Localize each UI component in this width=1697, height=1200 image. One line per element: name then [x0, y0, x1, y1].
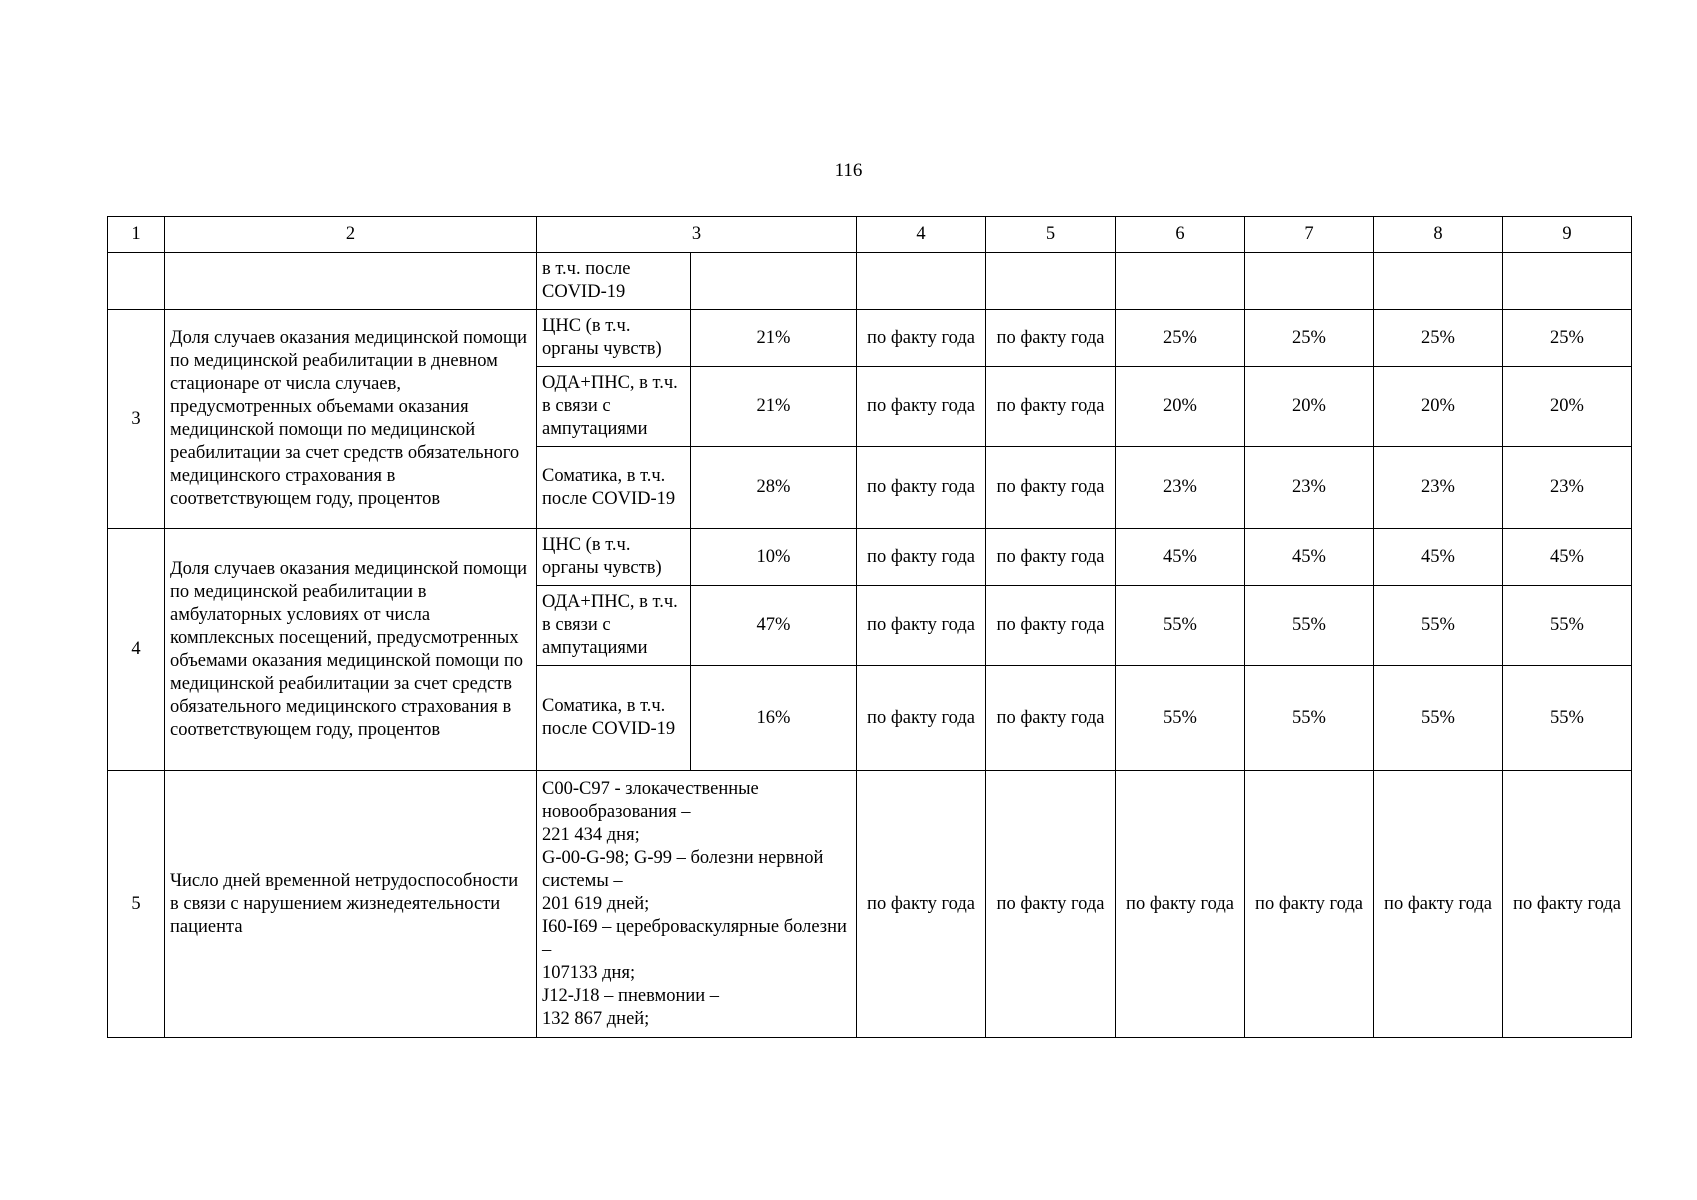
value-cell: по факту года [1116, 771, 1245, 1038]
value-cell: по факту года [857, 586, 986, 666]
indicator-number: 5 [108, 771, 165, 1038]
value-cell: 55% [1374, 666, 1503, 771]
indicator-number: 4 [108, 529, 165, 771]
header-cell: 8 [1374, 217, 1503, 253]
empty-cell [691, 253, 857, 310]
value-cell: по факту года [857, 771, 986, 1038]
value-cell: по факту года [857, 310, 986, 367]
empty-cell [1374, 253, 1503, 310]
group-cell: Соматика, в т.ч. после COVID-19 [537, 666, 691, 771]
indicators-table [107, 216, 1632, 1038]
group-cell: ЦНС (в т.ч. органы чувств) [537, 310, 691, 367]
indicator-description: Доля случаев оказания медицинской помощи по медицинской реабилитации в дневном стационаре от числа случаев, предусмотренных объемами оказания медицинской помощи по медицинской реабилитации за счет средств обязательного медицинского страхования в соответствующем году, процентов [165, 310, 537, 529]
value-cell: по факту года [986, 586, 1116, 666]
diagnosis-line: 201 619 дней; [542, 893, 650, 914]
group-cell: ОДА+ПНС, в т.ч. в связи с ампутациями [537, 367, 691, 447]
diagnosis-line: 221 434 дня; [542, 824, 640, 845]
empty-cell [857, 253, 986, 310]
value-cell: по факту года [857, 447, 986, 529]
empty-cell [1116, 253, 1245, 310]
diagnosis-line: 132 867 дней; [542, 1008, 650, 1029]
value-cell: по факту года [986, 367, 1116, 447]
base-value: 21% [691, 310, 857, 367]
header-cell: 3 [537, 217, 857, 253]
header-cell: 4 [857, 217, 986, 253]
value-cell: 55% [1374, 586, 1503, 666]
empty-cell [986, 253, 1116, 310]
base-value: 10% [691, 529, 857, 586]
header-cell: 2 [165, 217, 537, 253]
value-cell: по факту года [857, 367, 986, 447]
value-cell: по факту года [986, 771, 1116, 1038]
value-cell: по факту года [1374, 771, 1503, 1038]
value-cell: по факту года [1503, 771, 1632, 1038]
table-row [108, 771, 1632, 1038]
empty-cell [108, 253, 165, 310]
indicator-description: Доля случаев оказания медицинской помощи по медицинской реабилитации в амбулаторных условиях от числа комплексных посещений, предусмотренных объемами оказания медицинской помощи по медицинской реабилитации за счет средств обязательного медицинского страхования в соответствующем году, процентов [165, 529, 537, 771]
value-cell: по факту года [857, 666, 986, 771]
diagnosis-line: I60-I69 – цереброваскулярные болезни – [542, 916, 847, 960]
value-cell: по факту года [1245, 771, 1374, 1038]
value-cell: по факту года [857, 529, 986, 586]
indicator-description: Число дней временной нетрудоспособности в связи с нарушением жизнедеятельности пациента [165, 771, 537, 1038]
value-cell: 55% [1116, 586, 1245, 666]
value-cell: 20% [1374, 367, 1503, 447]
value-cell: 23% [1245, 447, 1374, 529]
value-cell: 45% [1116, 529, 1245, 586]
value-cell: по факту года [986, 529, 1116, 586]
diagnosis-line: 107133 дня; [542, 962, 636, 983]
group-cell: ЦНС (в т.ч. органы чувств) [537, 529, 691, 586]
header-cell: 1 [108, 217, 165, 253]
value-cell: 20% [1116, 367, 1245, 447]
empty-cell [165, 253, 537, 310]
header-cell: 7 [1245, 217, 1374, 253]
group-cell: ОДА+ПНС, в т.ч. в связи с ампутациями [537, 586, 691, 666]
base-value: 47% [691, 586, 857, 666]
value-cell: 55% [1503, 666, 1632, 771]
value-cell: 55% [1245, 666, 1374, 771]
diagnosis-line: J12-J18 – пневмонии – [542, 985, 720, 1006]
value-cell: 55% [1245, 586, 1374, 666]
value-cell: по факту года [986, 447, 1116, 529]
table-row [108, 310, 1632, 367]
empty-cell [1503, 253, 1632, 310]
empty-cell [1245, 253, 1374, 310]
diagnosis-line: G-00-G-98; G-99 – болезни нервной системы – [542, 847, 824, 891]
value-cell: 55% [1116, 666, 1245, 771]
continuation-row [108, 253, 1632, 310]
value-cell: 45% [1503, 529, 1632, 586]
base-value: 21% [691, 367, 857, 447]
group-cell: в т.ч. после COVID-19 [537, 253, 691, 310]
value-cell: 25% [1116, 310, 1245, 367]
value-cell: 23% [1374, 447, 1503, 529]
header-row [108, 217, 1632, 253]
indicator-number: 3 [108, 310, 165, 529]
page-number: 116 [834, 160, 863, 181]
value-cell: 45% [1374, 529, 1503, 586]
base-value: 16% [691, 666, 857, 771]
header-cell: 5 [986, 217, 1116, 253]
value-cell: 20% [1503, 367, 1632, 447]
table-row [108, 529, 1632, 586]
value-cell: 45% [1245, 529, 1374, 586]
diagnoses-cell [537, 771, 857, 1038]
value-cell: 23% [1503, 447, 1632, 529]
header-cell: 6 [1116, 217, 1245, 253]
value-cell: по факту года [986, 310, 1116, 367]
diagnosis-line: С00-С97 - злокачественные новообразования – [542, 778, 759, 822]
value-cell: 25% [1374, 310, 1503, 367]
header-cell: 9 [1503, 217, 1632, 253]
value-cell: 23% [1116, 447, 1245, 529]
group-cell: Соматика, в т.ч. после COVID-19 [537, 447, 691, 529]
value-cell: по факту года [986, 666, 1116, 771]
value-cell: 25% [1503, 310, 1632, 367]
value-cell: 55% [1503, 586, 1632, 666]
base-value: 28% [691, 447, 857, 529]
value-cell: 25% [1245, 310, 1374, 367]
value-cell: 20% [1245, 367, 1374, 447]
